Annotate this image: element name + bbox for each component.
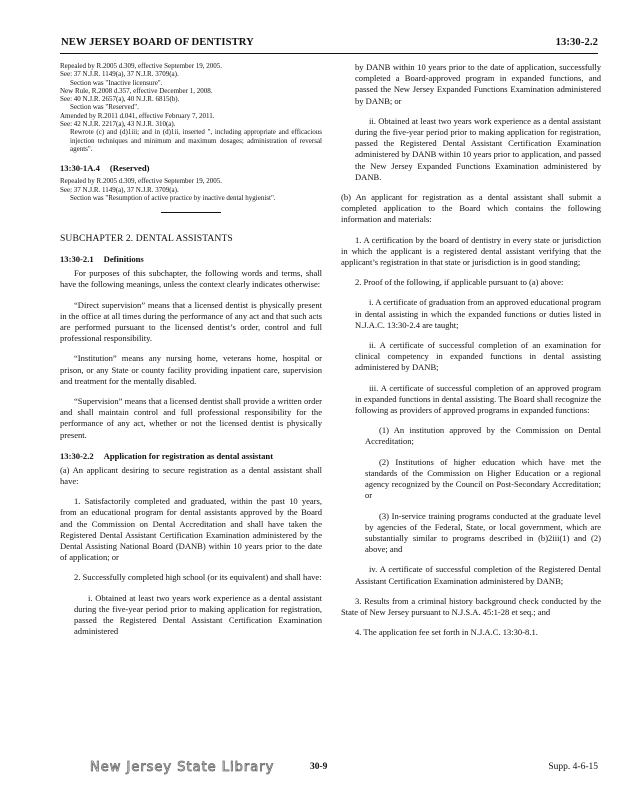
- history-note: See: 42 N.J.R. 2217(a), 43 N.J.R. 310(a).: [60, 120, 176, 129]
- right-column: [341, 62, 601, 647]
- history-notes: [60, 62, 322, 153]
- definition-paragraph: “Institution” means any nursing home, veterans home, hospital or prison, or any State or county facility providing inpatient care, supervision and treatment for the mentally disabled.: [60, 353, 322, 386]
- section-1a4-notes: [60, 177, 322, 202]
- definition-paragraph: “Direct supervision” means that a licensed dentist is physically present in the office at all times during the performance of any act and that such acts are performed pursuant to the licensed dentist’s order, control and full professional responsibility.: [60, 299, 322, 344]
- history-note: Repealed by R.2005 d.309, effective September 19, 2005.: [60, 177, 222, 186]
- paragraph-b1: 1. A certification by the board of dentistry in every state or jurisdiction in which the applicant is a registered dental assistant verifying that the applicant’s registration in that state or jurisdiction is in good standing;: [341, 234, 601, 268]
- running-header: [60, 35, 598, 54]
- paragraph-a2i-continued: by DANB within 10 years prior to the date of application, successfully completed a Board-approved program in expanded functions, and passed the New Jersey Expanded Functions Examination administered by DANB; or: [355, 62, 601, 106]
- page-footer: [60, 760, 598, 780]
- section-heading-2-2: [60, 451, 322, 461]
- section-title: (Reserved): [109, 163, 150, 174]
- paragraph-a2i: i. Obtained at least two years work experience as a dental assistant during the five-year period prior to making application for registration, passed the Registered Dental Assistant Certification Examination administered: [74, 592, 322, 637]
- definition-paragraph: “Supervision” means that a licensed dentist shall provide a written order and shall maintain control and full professional responsibility for the performance of any act, whether or not the licensed dentist is physically present.: [60, 395, 322, 440]
- section-title: Definitions: [103, 254, 144, 265]
- left-column: [60, 62, 322, 646]
- history-note: Section was "Resumption of active practice by inactive dental hygienist".: [70, 193, 276, 202]
- header-section-number: 13:30-2.2: [555, 37, 598, 48]
- section-divider: [161, 212, 221, 213]
- header-title: NEW JERSEY BOARD OF DENTISTRY: [61, 37, 254, 48]
- history-note: Section was "Inactive licensure".: [70, 78, 163, 87]
- paragraph: For purposes of this subchapter, the following words and terms, shall have the following meanings, unless the context clearly indicates otherwise:: [60, 268, 322, 290]
- paragraph-a2ii: ii. Obtained at least two years work experience as a dental assistant during the five-year period prior to making application for registration, passed the Registered Dental Assistant Certification Examination administered by DANB within 10 years prior to application, and passed the New Jersey Expanded Functions Examination administered by DANB.: [355, 115, 601, 182]
- subsection-a: (a) An applicant desiring to secure registration as a dental assistant shall have:: [60, 464, 322, 486]
- paragraph-b2: 2. Proof of the following, if applicable pursuant to (a) above:: [355, 277, 564, 288]
- paragraph-b3: 3. Results from a criminal history background check conducted by the State of New Jersey pursuant to N.J.S.A. 45:1-28 et seq.; and: [341, 595, 601, 617]
- history-note: Repealed by R.2005 d.309, effective September 19, 2005.: [60, 62, 222, 70]
- paragraph-a2: 2. Successfully completed high school (or its equivalent) and shall have:: [74, 572, 322, 583]
- paragraph-b2iv: iv. A certificate of successful completion of the Registered Dental Assistant Certification Examination administered by DANB;: [355, 564, 601, 586]
- paragraph-b2iii-1: (1) An institution approved by the Commission on Dental Accreditation;: [365, 425, 601, 447]
- paragraph-b2iii-3: (3) In-service training programs conducted at the graduate level by agencies of the Federal, State, or local government, which are substantially similar to programs described in (b)2iii(1) and (2) above; and: [365, 510, 601, 555]
- history-note: See: 37 N.J.R. 1149(a), 37 N.J.R. 3709(a).: [60, 70, 179, 79]
- section-title: Application for registration as dental assistant: [103, 450, 274, 461]
- paragraph-b2ii: ii. A certificate of successful completion of an examination for clinical competency in expanded functions in dental assisting administered by DANB;: [355, 340, 601, 373]
- history-note: New Rule, R.2008 d.357, effective December 1, 2008.: [60, 86, 213, 95]
- library-watermark: New Jersey State Library: [90, 760, 275, 775]
- history-note: See: 40 N.J.R. 2657(a), 40 N.J.R. 6815(b).: [60, 95, 180, 104]
- history-note: Rewrote (c) and (d)1iii; and in (d)1ii, inserted ", including appropriate and efficacious injection techniques and minimum and maximum dosages; administration of reversal agents".: [70, 128, 322, 153]
- page-number: 30-9: [310, 762, 328, 772]
- subsection-b: (b) An applicant for registration as a dental assistant shall submit a completed application to the Board which contains the following information and materials:: [341, 192, 601, 225]
- history-note: See: 37 N.J.R. 1149(a), 37 N.J.R. 3709(a).: [60, 185, 179, 194]
- section-number: 13:30-1A.4: [60, 163, 100, 174]
- paragraph-a1: 1. Satisfactorily completed and graduated, within the past 10 years, from an educational program for dental assistants approved by the Board and the Commission on Dental Accreditation and shall have taken the Registered Dental Assistant Certification Examination administered by the Dental Assisting National Board (DANB) within 10 years prior to the date of application; or: [60, 496, 322, 563]
- paragraph-b4: 4. The application fee set forth in N.J.A.C. 13:30-8.1.: [355, 627, 538, 638]
- section-number: 13:30-2.1: [60, 254, 94, 265]
- history-note: Section was "Reserved".: [70, 103, 139, 112]
- subchapter-heading: SUBCHAPTER 2. DENTAL ASSISTANTS: [60, 233, 233, 245]
- paragraph-b2iii-2: (2) Institutions of higher education which have met the standards of the Commission on Higher Education or a regional agency recognized by the Council on Post-Secondary Accreditation; or: [365, 456, 601, 501]
- paragraph-b2i: i. A certificate of graduation from an approved educational program in dental assisting in which the expanded functions or duties listed in N.J.A.C. 13:30-2.4 are taught;: [355, 297, 601, 330]
- section-heading-2-1: [60, 254, 322, 264]
- section-heading-1a4: [60, 163, 322, 173]
- history-note: Amended by R.2011 d.041, effective February 7, 2011.: [60, 111, 215, 120]
- section-number: 13:30-2.2: [60, 450, 94, 461]
- paragraph-b2iii: iii. A certificate of successful completion of an approved program in expanded functions in dental assisting. The Board shall recognize the following as providers of approved programs in expanded functions:: [355, 382, 601, 416]
- supplement-date: Supp. 4-6-15: [548, 762, 598, 772]
